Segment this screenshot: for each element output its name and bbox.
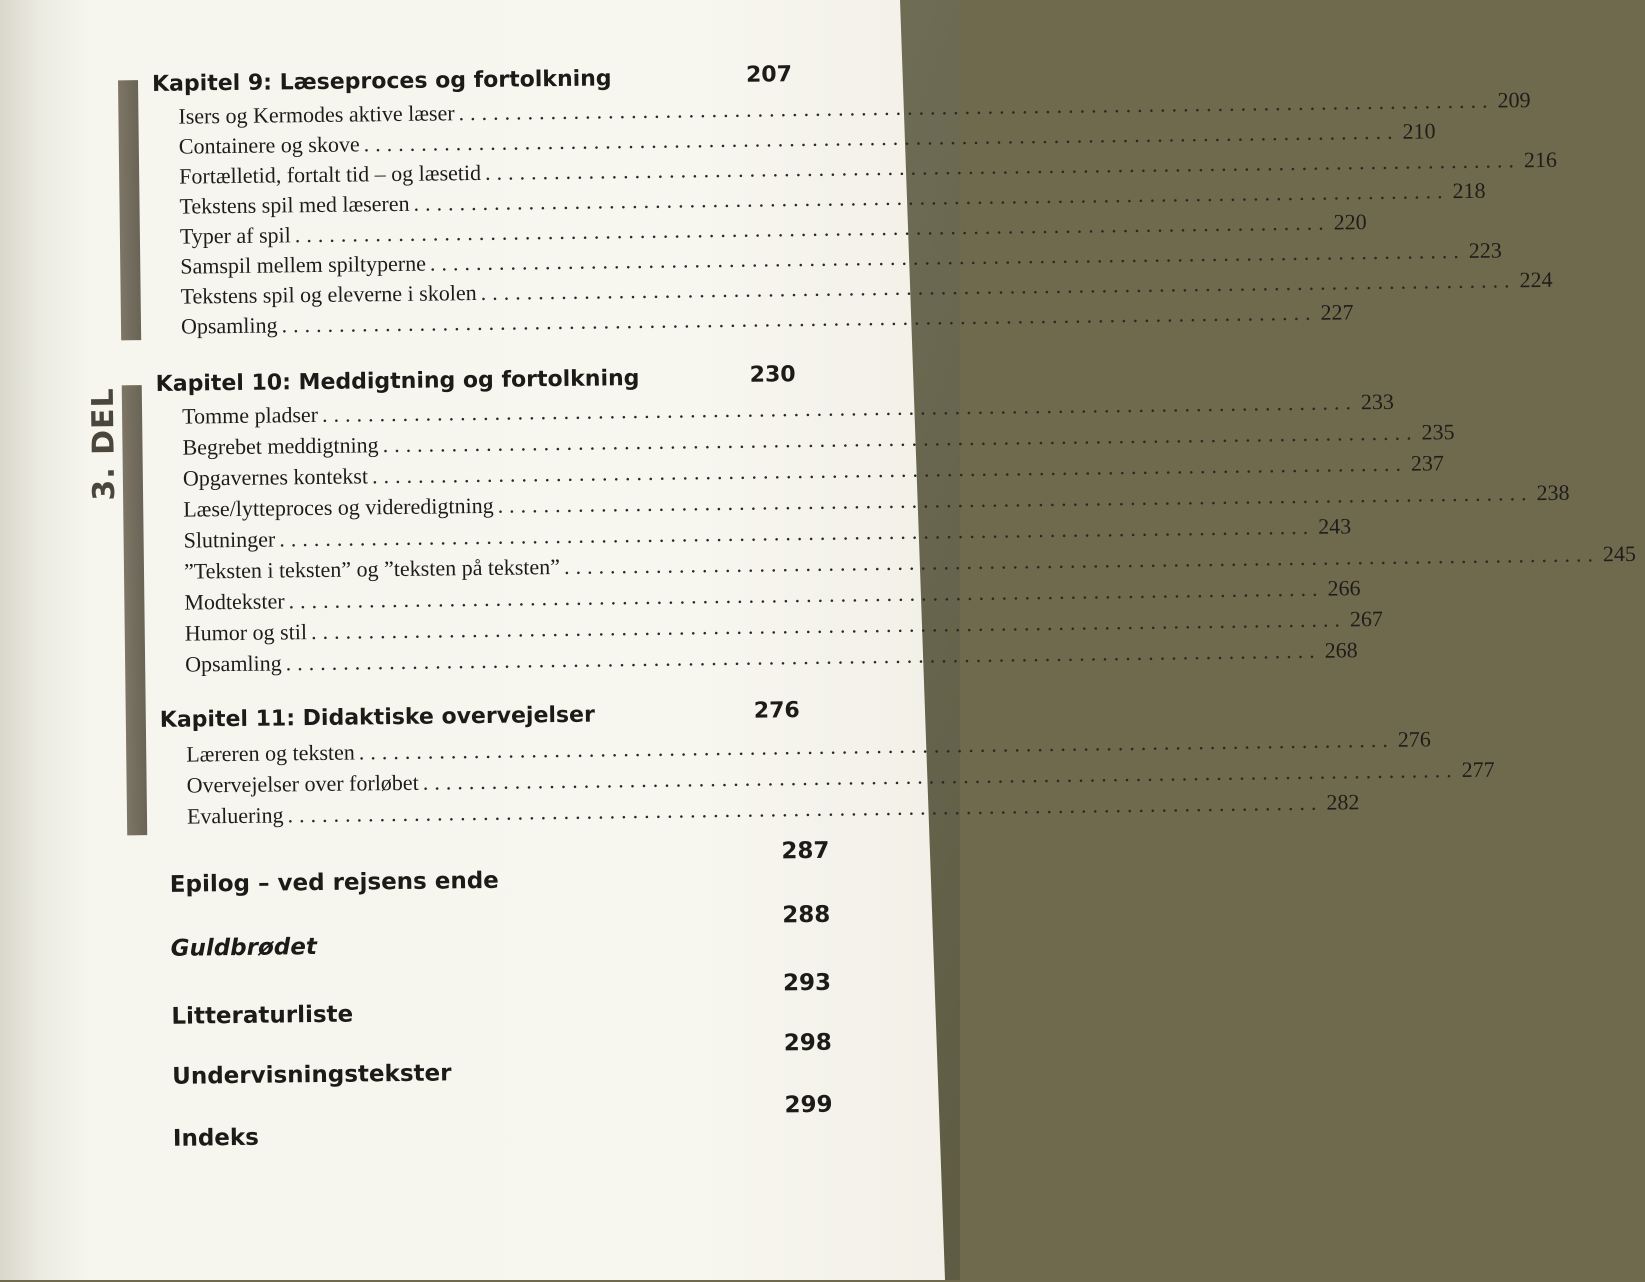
entry-title: Fortælletid, fortalt tid – og læsetid xyxy=(179,159,482,189)
leader-dots: .......................................................................................... xyxy=(458,87,1494,126)
toc-entry xyxy=(182,419,1455,462)
backmatter-entry xyxy=(172,1091,833,1154)
toc-entry xyxy=(186,726,1431,769)
leader-dots: .......................................................................................... xyxy=(429,237,1465,276)
entry-page: 235 xyxy=(1421,419,1455,445)
leader-dots: .......................................................................................... xyxy=(413,178,1449,216)
part-label: 3. DEL xyxy=(85,387,123,501)
entry-page: 238 xyxy=(1536,479,1570,506)
toc-entry xyxy=(180,299,1354,341)
chapter-heading xyxy=(160,700,800,740)
toc-entry xyxy=(183,513,1352,555)
entry-title: ”Teksten i teksten” og ”teksten på teksten” xyxy=(183,554,561,584)
backmatter-page: 293 xyxy=(782,969,832,997)
backmatter-entry xyxy=(169,837,830,900)
entry-title: Isers og Kermodes aktive læser xyxy=(178,100,455,129)
entry-page: 218 xyxy=(1452,177,1486,204)
backmatter-title: Indeks xyxy=(172,1124,260,1152)
entry-page: 282 xyxy=(1326,789,1360,815)
entry-page: 276 xyxy=(1397,726,1431,752)
entry-title: Modtekster xyxy=(184,588,285,615)
leader-dots: .......................................................................................... xyxy=(497,480,1533,518)
entry-page: 227 xyxy=(1320,299,1354,325)
leader-dots: .......................................................................................... xyxy=(422,757,1458,795)
backmatter-title: Undervisningstekster xyxy=(172,1060,452,1090)
toc-entry xyxy=(183,479,1570,524)
toc-entry xyxy=(182,450,1445,493)
leader-dots: .......................................................................................... xyxy=(563,541,1600,579)
chapter-page: 276 xyxy=(753,698,800,724)
entry-title: Humor og stil xyxy=(184,619,308,646)
entry-title: Opsamling xyxy=(184,650,282,677)
chapter-title: Kapitel 9: Læseproces og fortolkning xyxy=(151,66,612,97)
backmatter-title: Epilog – ved rejsens ende xyxy=(169,867,499,898)
leader-dots: .......................................................................................... xyxy=(281,299,1317,338)
leader-dots: .......................................................................................... xyxy=(358,726,1394,765)
toc-entry xyxy=(184,637,1358,679)
chapter-page: 207 xyxy=(745,62,793,88)
entry-title: Tekstens spil og eleverne i skolen xyxy=(180,280,477,309)
part-marker-bar xyxy=(118,80,141,340)
entry-page: 268 xyxy=(1324,637,1358,663)
leader-dots: .......................................................................................... xyxy=(285,637,1321,676)
toc-entry xyxy=(184,575,1361,617)
entry-page: 233 xyxy=(1360,388,1395,415)
toc-entry xyxy=(186,789,1360,831)
entry-page: 245 xyxy=(1602,540,1637,567)
backmatter-entry xyxy=(171,969,832,1032)
entry-page: 266 xyxy=(1327,575,1361,601)
backmatter-page: 299 xyxy=(784,1091,833,1119)
entry-title: Evaluering xyxy=(186,802,284,829)
leader-dots: .......................................................................................... xyxy=(363,118,1399,157)
chapter-page: 230 xyxy=(749,362,796,388)
entry-page: 243 xyxy=(1318,513,1352,539)
entry-title: Opgavernes kontekst xyxy=(182,463,369,491)
backmatter-page: 298 xyxy=(783,1029,832,1057)
backmatter-title: Guldbrødet xyxy=(170,934,318,962)
entry-title: Overvejelser over forløbet xyxy=(186,769,419,798)
toc-entry xyxy=(186,756,1495,800)
chapter-title: Kapitel 11: Didaktiske overvejelser xyxy=(159,702,596,733)
entry-page: 220 xyxy=(1333,209,1367,235)
entry-title: Typer af spil xyxy=(179,222,291,249)
chapter-title: Kapitel 10: Meddigtning og fortolkning xyxy=(155,366,640,397)
entry-title: Tomme pladser xyxy=(181,401,319,429)
toc-entry xyxy=(183,540,1637,586)
entry-title: Samspil mellem spiltyperne xyxy=(180,250,427,279)
leader-dots: .......................................................................................... xyxy=(287,789,1323,828)
entry-title: Opsamling xyxy=(180,312,278,339)
leader-dots: .......................................................................................... xyxy=(484,147,1521,185)
entry-title: Tekstens spil med læseren xyxy=(179,190,410,219)
entry-title: Slutninger xyxy=(183,526,276,553)
entry-page: 210 xyxy=(1402,118,1436,144)
toc-entry xyxy=(184,605,1384,648)
backmatter-entry xyxy=(170,901,831,964)
entry-title: Læse/lytteproces og videredigtning xyxy=(183,492,494,522)
entry-title: Begrebet meddigtning xyxy=(182,432,379,460)
entry-page: 237 xyxy=(1410,450,1445,476)
leader-dots: .......................................................................................... xyxy=(294,209,1330,248)
entry-page: 216 xyxy=(1523,146,1558,173)
leader-dots: .......................................................................................... xyxy=(279,513,1315,552)
entry-page: 223 xyxy=(1468,237,1502,263)
entry-page: 267 xyxy=(1349,605,1384,632)
entry-page: 224 xyxy=(1519,266,1553,293)
leader-dots: .......................................................................................... xyxy=(382,419,1418,458)
entry-title: Containere og skove xyxy=(178,131,360,159)
entry-page: 277 xyxy=(1461,756,1495,783)
entry-page: 209 xyxy=(1497,87,1531,113)
leader-dots: .......................................................................................... xyxy=(371,450,1408,489)
leader-dots: .......................................................................................... xyxy=(321,389,1358,427)
leader-dots: .......................................................................................... xyxy=(480,267,1516,305)
backmatter-entry xyxy=(172,1029,832,1092)
leader-dots: .......................................................................................... xyxy=(288,575,1324,614)
entry-title: Læreren og teksten xyxy=(186,739,355,767)
backmatter-page: 288 xyxy=(782,901,831,929)
backmatter-title: Litteraturliste xyxy=(171,1001,354,1030)
leader-dots: .......................................................................................... xyxy=(310,606,1347,645)
backmatter-page: 287 xyxy=(781,837,830,865)
